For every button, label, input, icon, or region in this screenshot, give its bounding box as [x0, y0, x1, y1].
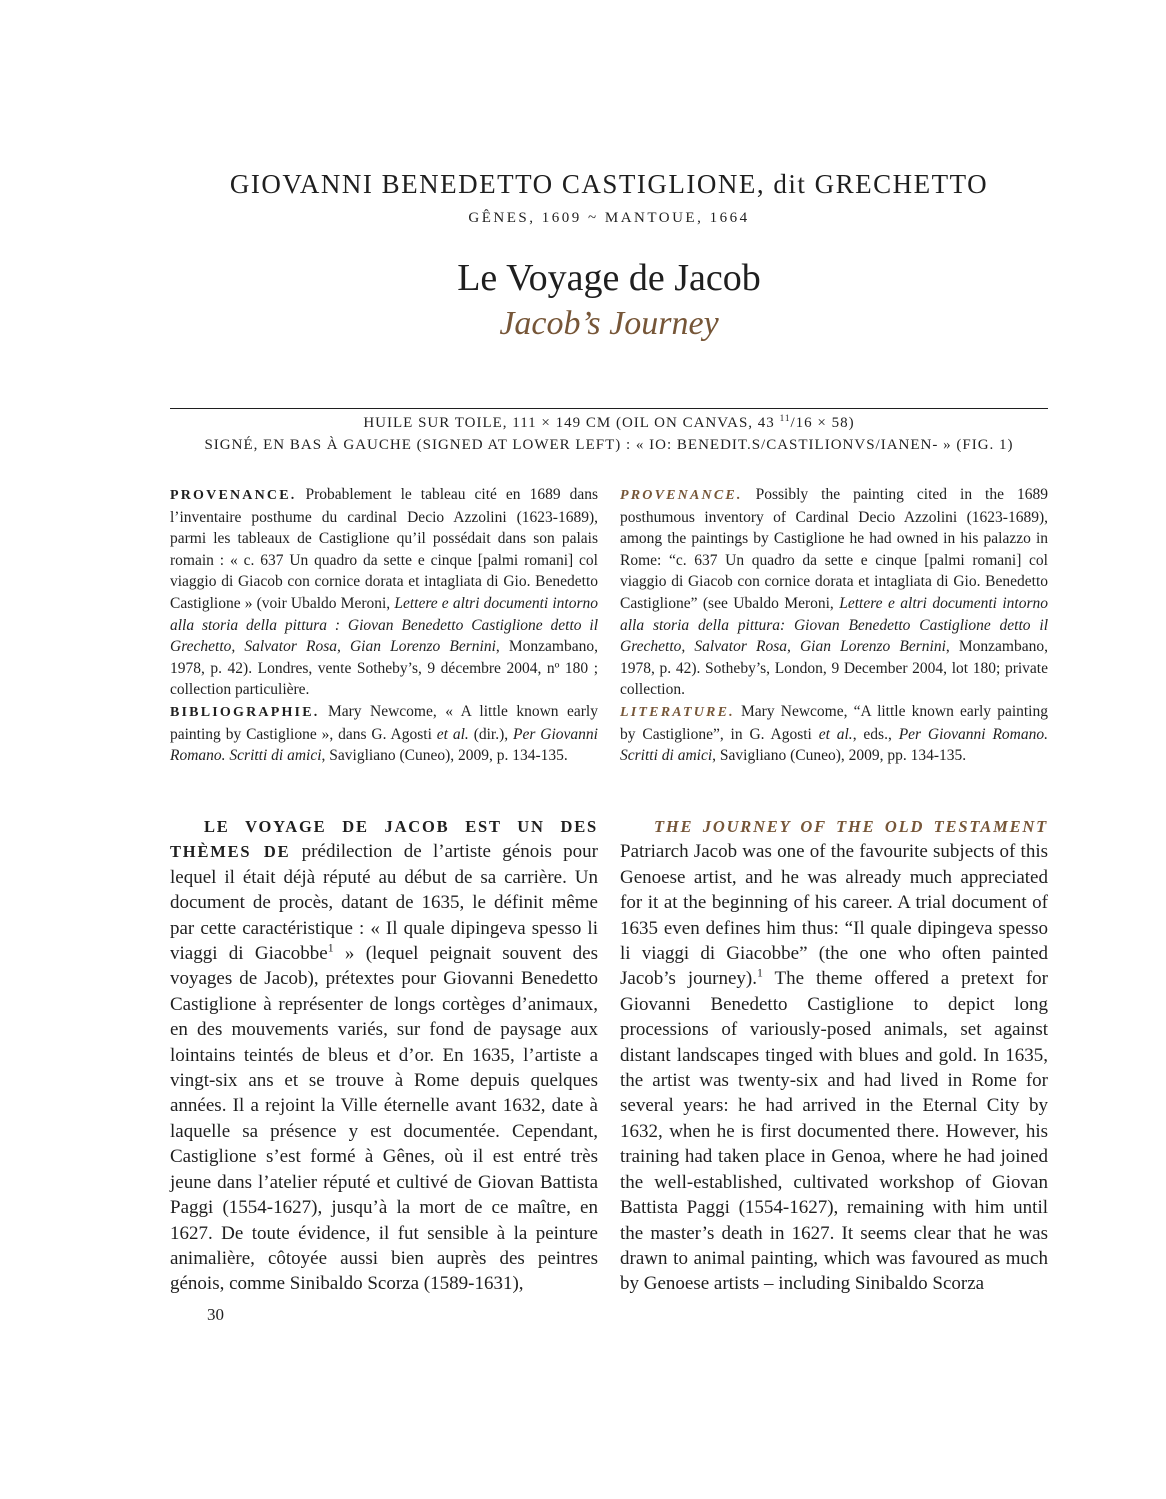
- bibliography-text-fr: Mary Newcome, « A little known early painting by Castiglione », dans G. Agosti et al. (dir.), Per Giovanni Romano. Scritti di amici, Savigliano (Cuneo), 2009, p. 134-135.: [170, 702, 598, 765]
- bibliography-paragraph-fr: [170, 701, 598, 767]
- essay-lead-fr: LE VOYAGE DE JACOB EST UN DES THÈMES DE: [170, 817, 598, 862]
- essay-section: [170, 814, 1048, 1297]
- literature-label-en: LITERATURE.: [620, 704, 735, 720]
- essay-paragraph-en: [620, 814, 1048, 1297]
- catalogue-section: [170, 484, 1048, 767]
- literature-paragraph-en: [620, 701, 1048, 767]
- provenance-paragraph-fr: [170, 484, 598, 701]
- horizontal-rule: [170, 408, 1048, 409]
- page-number: 30: [207, 1305, 224, 1324]
- medium-dimensions-line: HUILE SUR TOILE, 111 × 149 CM (OIL ON CANVAS, 43 $^{11}$/16 × 58): [363, 414, 855, 431]
- work-title-english: Jacob’s Journey: [499, 305, 719, 342]
- catalogue-column-english: [620, 484, 1048, 767]
- provenance-text-fr: Probablement le tableau cité en 1689 dans l’inventaire posthume du cardinal Decio Azzolini (1623-1689), parmi les tableaux de Castiglione qu’il possédait dans son palais romain : « c. 637 Un quadro da sette e cinque [palmi romani] col viaggio di Giacob con cornice dorata et intagliata di Gio. Benedetto Castiglione » (voir Ubaldo Meroni, Lettere e altri documenti intorno alla storia della pittura : Giovan Benedetto Castiglione detto il Grechetto, Salvator Rosa, Gian Lorenzo Bernini, Monzambano, 1978, p. 42). Londres, vente Sotheby’s, 9 décembre 2004, nº 180 ; collection particulière.: [170, 486, 599, 699]
- essay-text-fr: prédilection de l’artiste génois pour lequel il était déjà réputé au début de sa carrière. Un document de procès, datant de 1635, le définit même par cette caractéristique : « Il quale dipingeva spesso li viaggi di Giacobbe$^1$ » (lequel peignait souvent des voyages de Jacob), prétextes pour Giovanni Benedetto Castiglione à représenter de longs cortèges d’animaux, en des mouvements variés, sur fond de paysage aux lointains teintés de bleus et d’or. En 1635, l’artiste a vingt-six ans et se trouve à Rome depuis quelques années. Il a rejoint la Ville éternelle avant 1632, date à laquelle sa présence y est documentée. Cependant, Castiglione s’est formé à Gênes, où il est entré très jeune dans l’atelier réputé et cultivé de Giovan Battista Paggi (1554-1627), jusqu’à la mort de ce maître, en 1627. De toute évidence, il fut sensible à la peinture animalière, côtoyée aussi bien auprès des peintres génois, comme Sinibaldo Scorza (1589-1631),: [170, 841, 598, 1295]
- literature-text-en: Mary Newcome, “A little known early painting by Castiglione”, in G. Agosti et al., eds., Per Giovanni Romano. Scritti di amici, Savigliano (Cuneo), 2009, pp. 134-135.: [620, 702, 1048, 765]
- provenance-label-en: PROVENANCE.: [620, 488, 743, 503]
- work-title-french: Le Voyage de Jacob: [457, 257, 761, 299]
- page-header: [170, 168, 1048, 344]
- provenance-paragraph-en: [620, 484, 1048, 701]
- catalogue-column-french: [170, 484, 598, 767]
- bibliography-label-fr: BIBLIOGRAPHIE.: [170, 704, 320, 720]
- essay-lead-en: THE JOURNEY OF THE OLD TESTAMENT: [654, 817, 1048, 836]
- essay-text-en: Patriarch Jacob was one of the favourite subjects of this Genoese artist, and he was already much appreciated for it at the beginning of his career. A trial document of 1635 even defines him thus: “Il quale dipingeva spesso li viaggi di Giacobbe” (the one who often painted Jacob’s journey).$^1$ The theme offered a pretext for Giovanni Benedetto Castiglione to depict long processions of variously-posed animals, set against distant landscapes tinged with blues and gold. In 1635, the artist was twenty-six and had lived in Rome for several years: he had arrived in the Eternal City by 1632, when he is first documented there. However, his training had taken place in Genoa, where he had joined the well-established, cultivated workshop of Giovan Battista Paggi (1554-1627), remaining with him until the master’s death in 1627. It seems clear that he was drawn to animal painting, which was favoured as much by Genoese artists – including Sinibaldo Scorza: [620, 841, 1048, 1295]
- artist-name: GIOVANNI BENEDETTO CASTIGLIONE, dit GRECHETTO: [229, 169, 989, 199]
- artist-dates: GÊNES, 1609 ~ MANTOUE, 1664: [468, 210, 750, 226]
- tombstone-block: [170, 412, 1048, 456]
- essay-column-english: [620, 814, 1048, 1297]
- provenance-text-en: Possibly the painting cited in the 1689 posthumous inventory of Cardinal Decio Azzolini (1623-1689), among the paintings by Castiglione he had owned in his palazzo in Rome: “c. 637 Un quadro da sette e cinque [palmi romani] col viaggio di Giacob con cornice dorata et intagliata di Gio. Benedetto Castiglione” (see Ubaldo Meroni, Lettere e altri documenti intorno alla storia della pittura: Giovan Benedetto Castiglione detto il Grechetto, Salvator Rosa, Gian Lorenzo Bernini, Monzambano, 1978, p. 42). Sotheby’s, London, 9 December 2004, lot 180; private collection.: [620, 486, 1049, 699]
- essay-paragraph-fr: [170, 814, 598, 1297]
- essay-column-french: [170, 814, 598, 1297]
- signature-line: SIGNÉ, EN BAS À GAUCHE (SIGNED AT LOWER LEFT) : « IO: BENEDIT.S/CASTILIONVS/IANEN- » (FIG. 1): [204, 437, 1014, 453]
- provenance-label-fr: PROVENANCE.: [170, 488, 297, 503]
